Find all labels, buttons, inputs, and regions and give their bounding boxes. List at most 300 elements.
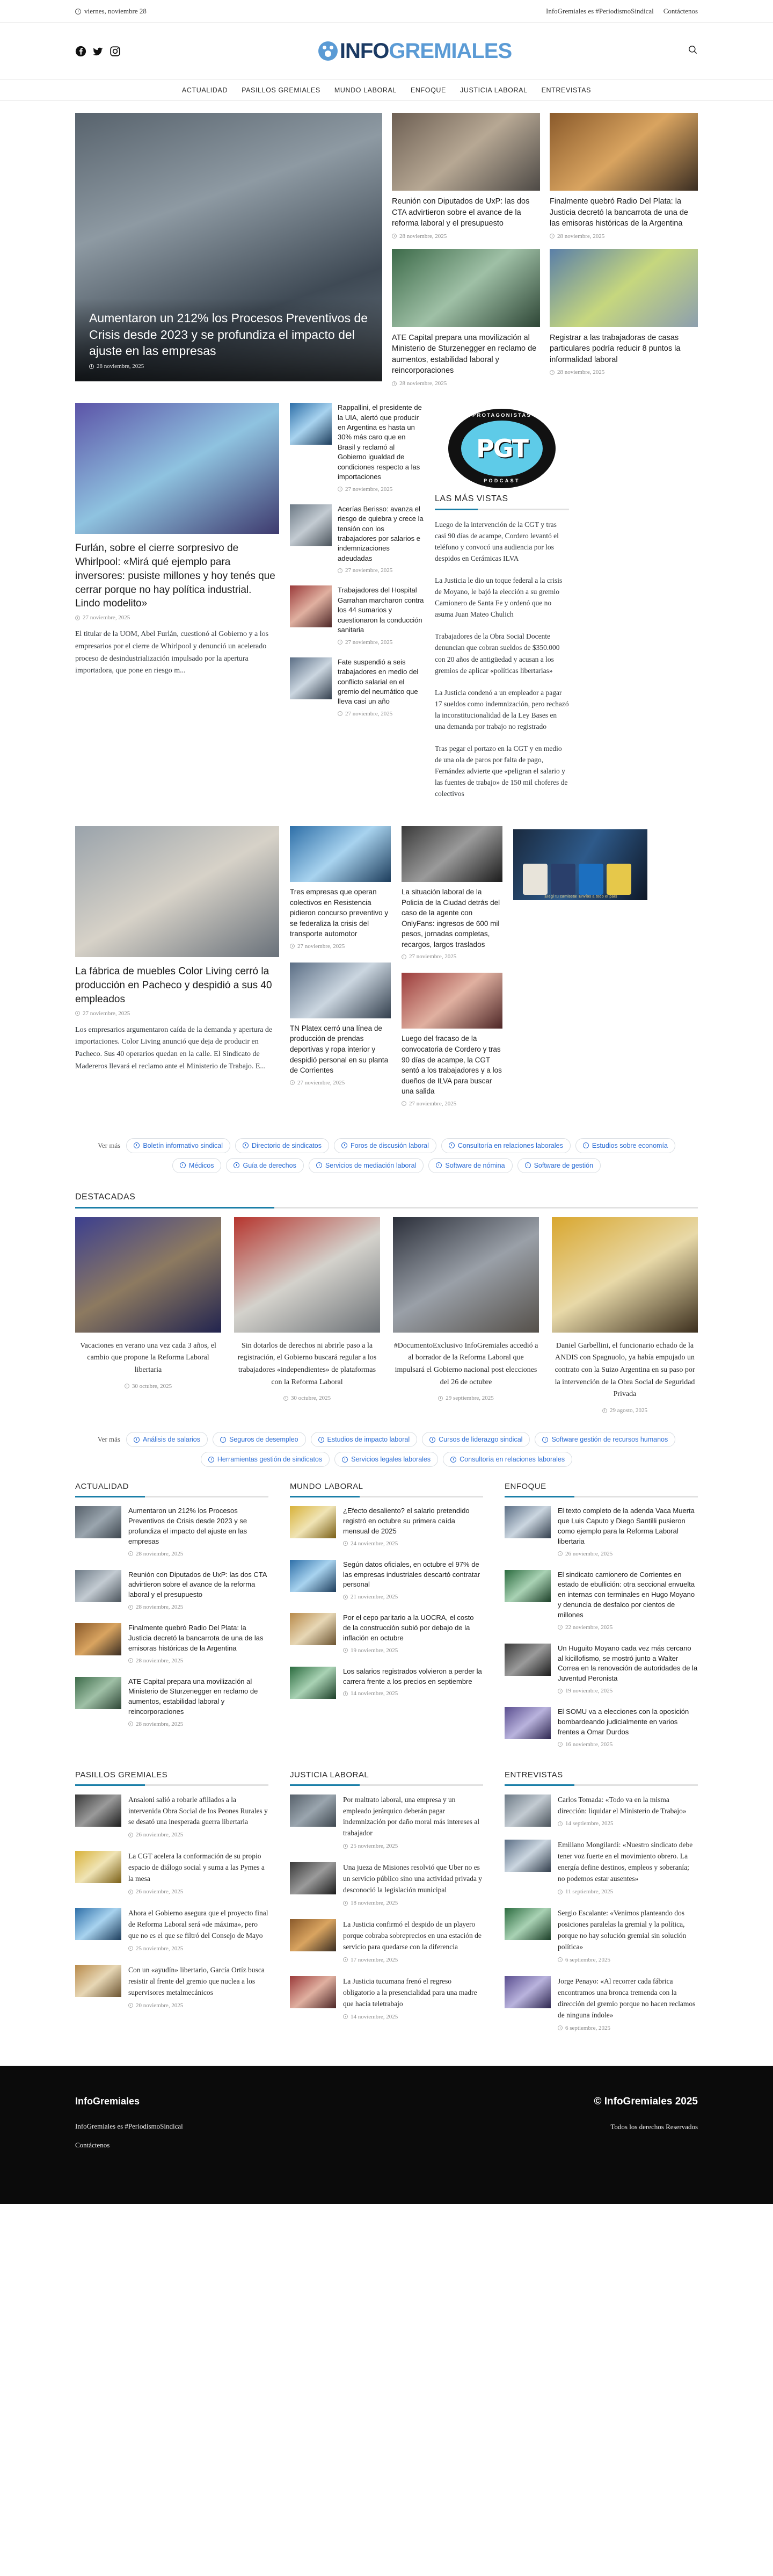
list-item-title: Por maltrato laboral, una empresa y un empleado jerárquico deberán pagar indemnización por daño moral más intereses al trabajador bbox=[343, 1795, 480, 1837]
article-date bbox=[128, 1888, 268, 1895]
tag-label: Análisis de salarios bbox=[142, 1436, 200, 1444]
article-date-text: 30 octubre, 2025 bbox=[290, 1395, 331, 1402]
jersey-2 bbox=[551, 864, 575, 895]
hero-main-title: Aumentaron un 212% los Procesos Preventivos de Crisis desde 2023 y se profundiza el impacto del ajuste en las empresas bbox=[89, 311, 368, 358]
destacadas-grid bbox=[75, 1217, 698, 1414]
tag-chip-3[interactable] bbox=[441, 1138, 571, 1153]
list-item-title: Un Huguito Moyano cada vez más cercano al kicillofismo, se mostró junto a Walter Correa en la renovación de autoridades de la Juventud Peronista bbox=[558, 1644, 698, 1683]
list-item-image bbox=[505, 1840, 551, 1872]
article-date bbox=[550, 233, 698, 240]
clock-icon bbox=[134, 1437, 140, 1443]
clock-icon bbox=[128, 2003, 133, 2008]
nav-item-2[interactable]: MUNDO LABORAL bbox=[334, 86, 397, 94]
article-date-text: 26 noviembre, 2025 bbox=[136, 1888, 184, 1895]
section-rule bbox=[435, 509, 569, 510]
clock-icon bbox=[220, 1437, 226, 1443]
tag-chip-2[interactable] bbox=[334, 1138, 436, 1153]
hero-card-image bbox=[392, 249, 540, 327]
clock-icon bbox=[558, 1742, 563, 1747]
article-date-text: 27 noviembre, 2025 bbox=[345, 639, 393, 646]
hero-card-title: Registrar a las trabajadoras de casas particulares podría reducir 8 puntos la informalidad laboral bbox=[550, 333, 681, 364]
article-date-text: 16 noviembre, 2025 bbox=[565, 1741, 613, 1748]
list-item[interactable] bbox=[402, 826, 502, 960]
list-item-image bbox=[75, 1623, 121, 1655]
list-item-image bbox=[290, 1976, 336, 2008]
list-item[interactable] bbox=[290, 1560, 483, 1601]
feature-excerpt: El titular de la UOM, Abel Furlán, cuestionó al Gobierno y a los empresarios por el cierre de Whirlpool y denunció un acelerado proceso de desindustrialización impulsado por la apertura importadora, que pone en riesgo m... bbox=[75, 630, 269, 675]
clock-icon bbox=[343, 1957, 348, 1962]
clock-icon bbox=[290, 944, 295, 949]
section-rule bbox=[75, 1784, 268, 1786]
article-date-text: 28 noviembre, 2025 bbox=[399, 233, 447, 240]
clock-icon bbox=[342, 1457, 348, 1463]
article-date-text: 14 septiembre, 2025 bbox=[565, 1820, 614, 1827]
hero-card[interactable] bbox=[550, 113, 698, 240]
list-item-title: Tres empresas que operan colectivos en Resistencia pidieron concurso preventivo y se federaliza la crisis del transporte automotor bbox=[290, 888, 389, 938]
feature-date-text: 27 noviembre, 2025 bbox=[83, 1010, 130, 1017]
list-item-image bbox=[505, 1794, 551, 1827]
clock-icon bbox=[402, 1101, 406, 1106]
article-date-text: 26 noviembre, 2025 bbox=[136, 1832, 184, 1839]
most-viewed-item[interactable]: La Justicia le dio un toque federal a la crisis de Moyano, le bajó la elección a su gremio Camionero de Santa Fe y ordenó que no asuma Juan Mateo Chulich bbox=[435, 576, 563, 619]
category-heading: JUSTICIA LABORAL bbox=[290, 1770, 369, 1779]
search-icon[interactable] bbox=[688, 45, 698, 57]
tag-label: Servicios de mediación laboral bbox=[325, 1161, 417, 1169]
tag-chip-0[interactable] bbox=[126, 1432, 208, 1447]
tag-chip-7[interactable] bbox=[443, 1452, 572, 1467]
tag-chip-4[interactable] bbox=[575, 1138, 675, 1153]
tag-label: Seguros de desempleo bbox=[229, 1436, 298, 1444]
article-date bbox=[343, 2014, 483, 2020]
clock-icon bbox=[392, 381, 397, 386]
article-date bbox=[402, 953, 502, 960]
list-item-title: Por el cepo paritario a la UOCRA, el costo de la construcción subió por debajo de la inflación en octubre bbox=[343, 1613, 474, 1642]
twitter-icon[interactable] bbox=[92, 46, 104, 57]
nav-item-1[interactable]: PASILLOS GREMIALES bbox=[242, 86, 320, 94]
list-item[interactable] bbox=[290, 657, 424, 717]
list-item[interactable] bbox=[75, 1908, 268, 1952]
masthead bbox=[0, 23, 773, 80]
tag-chip-6[interactable] bbox=[226, 1158, 303, 1173]
list-item-image bbox=[290, 585, 332, 627]
list-item-title: La situación laboral de la Policía de la Ciudad detrás del caso de la agente con OnlyFans: ingresos de 600 mil pesos, jornadas completas, recargos, largos traslados bbox=[402, 888, 500, 949]
social-links bbox=[75, 46, 121, 57]
footer-contact-link[interactable]: Contáctenos bbox=[75, 2141, 110, 2150]
destacada-image bbox=[393, 1217, 539, 1333]
clock-icon bbox=[125, 1384, 129, 1388]
clock-icon bbox=[316, 1162, 322, 1168]
article-date bbox=[402, 1101, 502, 1107]
list-item-title: Reunión con Diputados de UxP: las dos CTA advirtieron sobre el avance de la reforma laboral y el presupuesto bbox=[128, 1570, 267, 1599]
list-item[interactable] bbox=[290, 585, 424, 645]
destacada-title: Daniel Garbellini, el funcionario echado de la ANDIS con Spagnuolo, ya había empujado un contrato con la Suizo Argentina en su paso por la intervención de la Obra Social de Seguridad Privada bbox=[555, 1341, 695, 1399]
footer-right bbox=[594, 2096, 698, 2159]
hero-card-image bbox=[392, 113, 540, 191]
clock-icon bbox=[558, 2025, 563, 2030]
tag-chip-8[interactable] bbox=[428, 1158, 512, 1173]
clock-icon bbox=[283, 1396, 288, 1401]
hero-card[interactable] bbox=[392, 113, 540, 240]
list-item-title: Rappallini, el presidente de la UIA, alertó que producir en Argentina es hasta un 30% más caro que en Brasil y reclamó al Gobierno igualdad de condiciones respecto a las importaciones bbox=[338, 403, 422, 481]
tag-label: Consultoría en relaciones laborales bbox=[457, 1141, 563, 1149]
article-date-text: 27 noviembre, 2025 bbox=[345, 710, 393, 717]
article-date bbox=[128, 1945, 268, 1952]
article-date-text: 28 noviembre, 2025 bbox=[557, 233, 605, 240]
logo-text-gremiales: GREMIALES bbox=[389, 39, 512, 63]
feature-date bbox=[75, 1010, 279, 1017]
site-logo[interactable] bbox=[318, 40, 512, 62]
clock-icon bbox=[234, 1162, 239, 1168]
tag-label: Estudios de impacto laboral bbox=[327, 1436, 410, 1444]
list-item[interactable] bbox=[75, 1570, 268, 1611]
article-date bbox=[338, 711, 424, 717]
tag-label: Cursos de liderazgo sindical bbox=[439, 1436, 523, 1444]
list-item-title: Con un «ayudín» libertario, García Ortíz busca resistir al frente del gremio que nuclea a los supervisores metalmecánicos bbox=[128, 1965, 265, 1996]
list-item[interactable] bbox=[402, 973, 502, 1106]
category-heading: MUNDO LABORAL bbox=[290, 1482, 363, 1492]
list-item-title: Acerías Berisso: avanza el riesgo de quiebra y crece la tensión con los trabajadores por salarios e indemnizaciones adeudadas bbox=[338, 504, 424, 562]
tag-chip-2[interactable] bbox=[311, 1432, 418, 1447]
list-item[interactable] bbox=[290, 963, 391, 1086]
clock-icon bbox=[558, 1625, 563, 1630]
article-date bbox=[338, 567, 424, 574]
list-item-title: Finalmente quebró Radio Del Plata: la Justicia decretó la bancarrota de una de las emisoras históricas de la Argentina bbox=[128, 1624, 264, 1652]
podcast-top-label: PROTAGONISTAS bbox=[472, 413, 532, 419]
category-column-1 bbox=[290, 1482, 483, 1761]
list-item-title: Jorge Penayo: «Al recorrer cada fábrica encontramos una bronca tremenda con la dirección del gremio porque no hacen reclamos de ninguna índole» bbox=[558, 1977, 696, 2019]
article-date bbox=[558, 2025, 698, 2031]
sidebar-promo bbox=[513, 826, 647, 1120]
destacada-image bbox=[552, 1217, 698, 1333]
feature-article-furlan[interactable] bbox=[75, 403, 279, 810]
article-date bbox=[128, 1721, 268, 1727]
list-item[interactable] bbox=[290, 1976, 483, 2020]
secondary-block bbox=[75, 387, 698, 810]
jersey-3 bbox=[579, 864, 603, 895]
article-date-text: 28 noviembre, 2025 bbox=[136, 1720, 184, 1727]
list-item[interactable] bbox=[505, 1908, 698, 1963]
list-item[interactable] bbox=[290, 1613, 483, 1654]
footer-tagline: InfoGremiales es #PeriodismoSindical bbox=[75, 2122, 183, 2130]
tag-chip-9[interactable] bbox=[517, 1158, 601, 1173]
category-column-2 bbox=[505, 1482, 698, 1761]
destacada-card[interactable] bbox=[552, 1217, 698, 1414]
facebook-icon[interactable] bbox=[75, 46, 86, 57]
section-rule bbox=[290, 1784, 483, 1786]
category-column-2 bbox=[505, 1770, 698, 2044]
article-date bbox=[338, 639, 424, 646]
tag-label: Servicios legales laborales bbox=[351, 1456, 431, 1464]
list-item[interactable] bbox=[505, 1644, 698, 1694]
tag-cloud-label: Ver más bbox=[97, 1435, 120, 1444]
most-viewed-item[interactable]: Trabajadores de la Obra Social Docente denuncian que cobran sueldos de $350.000 con 20 años de antigüedad y acusan a los gremios de aplicar «políticas libertarias» bbox=[435, 632, 560, 675]
article-date-text: 28 noviembre, 2025 bbox=[557, 369, 605, 376]
podcast-logo-text: PGT bbox=[476, 434, 528, 464]
hero-card-grid bbox=[392, 113, 698, 387]
list-item-image bbox=[505, 1644, 551, 1676]
list-item[interactable] bbox=[505, 1840, 698, 1895]
list-item-image bbox=[75, 1677, 121, 1709]
nav-item-3[interactable]: ENFOQUE bbox=[410, 86, 446, 94]
list-item[interactable] bbox=[290, 1506, 483, 1547]
article-date-text: 25 noviembre, 2025 bbox=[136, 1945, 184, 1952]
clock-icon bbox=[338, 487, 342, 491]
clock-icon bbox=[550, 370, 555, 375]
article-date bbox=[392, 380, 540, 387]
list-item[interactable] bbox=[75, 1794, 268, 1839]
clock-icon bbox=[134, 1142, 140, 1148]
list-item[interactable] bbox=[290, 1862, 483, 1906]
tag-label: Médicos bbox=[188, 1161, 214, 1169]
list-item[interactable] bbox=[290, 403, 424, 493]
hero-main-article[interactable] bbox=[75, 113, 382, 381]
podcast-banner[interactable] bbox=[435, 403, 569, 494]
list-item-title: Ansaloni salió a robarle afiliados a la intervenida Obra Social de los Peones Rurales y se desató una inesperada guerra libertaria bbox=[128, 1795, 268, 1826]
list-item-image bbox=[75, 1908, 121, 1940]
destacada-card[interactable] bbox=[393, 1217, 539, 1414]
article-date-text: 14 noviembre, 2025 bbox=[351, 2013, 398, 2020]
section-rule bbox=[75, 1207, 698, 1209]
tag-cloud-2 bbox=[75, 1414, 698, 1472]
clock-icon bbox=[343, 1901, 348, 1906]
tag-label: Boletín informativo sindical bbox=[143, 1141, 223, 1149]
most-viewed-item[interactable]: Tras pegar el portazo en la CGT y en medio de una ola de paros por falta de pago, Fernández advierte que «peligran el salario y las fuentes de trabajo» de 150 mil choferes de colectivos bbox=[435, 744, 568, 798]
list-item[interactable] bbox=[505, 1794, 698, 1827]
clock-icon bbox=[392, 234, 397, 238]
article-date-text: 29 agosto, 2025 bbox=[610, 1407, 647, 1414]
tag-chip-7[interactable] bbox=[309, 1158, 424, 1173]
hero-card[interactable] bbox=[550, 249, 698, 387]
list-item-image bbox=[75, 1570, 121, 1602]
most-viewed-heading: LAS MÁS VISTAS bbox=[435, 494, 508, 504]
tag-label: Herramientas gestión de sindicatos bbox=[217, 1456, 323, 1464]
list-item-image bbox=[75, 1851, 121, 1883]
section-rule bbox=[505, 1496, 698, 1497]
most-viewed-item[interactable]: La Justicia condenó a un empleador a pagar 17 sueldos como indemnización, pero rechazó la inconstitucionalidad de la Ley Bases en una demanda por trabajo no registrado bbox=[435, 688, 569, 730]
clock-icon bbox=[343, 1595, 348, 1600]
clock-icon bbox=[550, 234, 555, 238]
tag-cloud-label: Ver más bbox=[98, 1141, 121, 1149]
nav-item-4[interactable]: JUSTICIA LABORAL bbox=[460, 86, 528, 94]
article-date-text: 27 noviembre, 2025 bbox=[345, 486, 393, 493]
feature-title: La fábrica de muebles Color Living cerró la producción en Pacheco y despidió a sus 40 empleados bbox=[75, 966, 272, 1005]
clock-icon bbox=[128, 1605, 133, 1610]
nav-item-0[interactable]: ACTUALIDAD bbox=[181, 86, 228, 94]
tagline-link[interactable]: InfoGremiales es #PeriodismoSindical bbox=[545, 7, 654, 15]
list-item[interactable] bbox=[75, 1623, 268, 1664]
article-date-text: 6 septiembre, 2025 bbox=[565, 1956, 611, 1963]
list-item-title: El sindicato camionero de Corrientes en estado de ebullición: otra seccional envuelta en internas con terminales en Hugo Moyano y denuncia de desfalco por cientos de millones bbox=[558, 1570, 695, 1619]
tag-chip-0[interactable] bbox=[126, 1138, 230, 1153]
list-item-title: Según datos oficiales, en octubre el 97% de las empresas industriales descartó contratar personal bbox=[343, 1560, 480, 1589]
tag-chip-3[interactable] bbox=[422, 1432, 530, 1447]
list-item[interactable] bbox=[505, 1570, 698, 1631]
clock-icon bbox=[75, 9, 81, 15]
clock-icon bbox=[558, 1551, 563, 1556]
list-item[interactable] bbox=[290, 1919, 483, 1963]
list-item[interactable] bbox=[290, 1794, 483, 1850]
article-date-text: 28 noviembre, 2025 bbox=[136, 1657, 184, 1664]
list-item[interactable] bbox=[505, 1976, 698, 2031]
article-date bbox=[558, 1957, 698, 1963]
list-item-image bbox=[290, 1506, 336, 1538]
list-item-image bbox=[290, 657, 332, 699]
article-date bbox=[128, 1832, 268, 1838]
clock-icon bbox=[128, 1946, 133, 1951]
feature-article-color-living[interactable] bbox=[75, 826, 279, 1120]
article-date bbox=[128, 1551, 268, 1557]
tag-chip-1[interactable] bbox=[235, 1138, 329, 1153]
nav-item-5[interactable]: ENTREVISTAS bbox=[541, 86, 592, 94]
list-item[interactable] bbox=[75, 1677, 268, 1727]
tag-chip-1[interactable] bbox=[213, 1432, 306, 1447]
section-rule bbox=[290, 1496, 483, 1497]
list-item-image bbox=[290, 1919, 336, 1951]
article-date bbox=[343, 1540, 483, 1547]
hero-section bbox=[75, 101, 698, 387]
article-date bbox=[128, 2002, 268, 2009]
hero-card-image bbox=[550, 113, 698, 191]
current-date bbox=[75, 7, 147, 16]
article-date bbox=[558, 1688, 698, 1694]
tag-chip-6[interactable] bbox=[334, 1452, 438, 1467]
contact-link[interactable]: Contáctenos bbox=[663, 7, 698, 15]
list-item-image bbox=[290, 1613, 336, 1645]
clock-icon bbox=[558, 1890, 563, 1894]
list-item[interactable] bbox=[290, 1667, 483, 1699]
feature-date bbox=[75, 614, 279, 621]
article-date bbox=[343, 1690, 483, 1697]
site-footer bbox=[0, 2066, 773, 2204]
list-item-image bbox=[290, 1667, 336, 1699]
article-date bbox=[558, 1820, 698, 1827]
clock-icon bbox=[583, 1142, 589, 1148]
destacada-title: Vacaciones en verano una vez cada 3 años, el cambio que propone la Reforma Laboral libertaria bbox=[80, 1341, 216, 1374]
article-date bbox=[558, 1551, 698, 1557]
article-date-text: 24 noviembre, 2025 bbox=[351, 1540, 398, 1547]
clock-icon bbox=[290, 1080, 295, 1085]
jersey-4 bbox=[607, 864, 631, 895]
article-date bbox=[290, 1080, 391, 1086]
list-item-title: Los salarios registrados volvieron a perder la carrera frente a los precios en septiembre bbox=[343, 1667, 482, 1685]
list-item-title: El texto completo de la adenda Vaca Muerta que Luis Caputo y Diego Santilli pusieron como ejemplo para la Reforma Laboral libertaria bbox=[558, 1507, 695, 1545]
article-date-text: 27 noviembre, 2025 bbox=[345, 567, 393, 574]
clock-icon bbox=[75, 616, 80, 620]
article-date-text: 17 noviembre, 2025 bbox=[351, 1956, 398, 1963]
clock-icon bbox=[343, 2014, 348, 2019]
feature-title: Furlán, sobre el cierre sorpresivo de Whirlpool: «Mirá qué ejemplo para inversores: pusiste millones y hoy tenés que cerrar porque no hay política industrial. Lindo modelito» bbox=[75, 542, 275, 610]
article-date bbox=[558, 1888, 698, 1895]
category-column-0 bbox=[75, 1770, 268, 2044]
list-item[interactable] bbox=[290, 504, 424, 574]
article-date-text: 28 noviembre, 2025 bbox=[399, 380, 447, 387]
article-date bbox=[290, 943, 391, 950]
clock-icon bbox=[89, 364, 94, 369]
feature-excerpt: Los empresarios argumentaron caída de la demanda y apertura de importaciones. Color Living anunció que deja de producir en Pacheco. Sus 40 operarios quedan en la calle. El Sindicato de Madereros llevará el reclamo ante el Ministerio de Trabajo. E... bbox=[75, 1025, 273, 1070]
tertiary-list-b bbox=[402, 826, 502, 1120]
list-item-title: Trabajadores del Hospital Garrahan marcharon contra los 44 sumarios y cuestionaron la conducción sanitaria bbox=[338, 586, 424, 634]
list-item-image bbox=[75, 1794, 121, 1827]
hero-card-image bbox=[550, 249, 698, 327]
promo-banner[interactable] bbox=[513, 829, 647, 900]
article-date-text: 27 noviembre, 2025 bbox=[297, 1079, 345, 1086]
article-date bbox=[343, 1900, 483, 1906]
destacadas-heading: DESTACADAS bbox=[75, 1192, 136, 1202]
hero-card[interactable] bbox=[392, 249, 540, 387]
list-item-image bbox=[290, 1794, 336, 1827]
destacada-image bbox=[234, 1217, 380, 1333]
mid-category-columns bbox=[75, 1472, 698, 1761]
list-item[interactable] bbox=[505, 1506, 698, 1557]
list-item[interactable] bbox=[75, 1965, 268, 2009]
list-item[interactable] bbox=[290, 826, 391, 950]
footer-copyright: © InfoGremiales 2025 bbox=[594, 2095, 698, 2107]
list-item-image bbox=[290, 963, 391, 1018]
sidebar bbox=[435, 403, 569, 810]
list-item-image bbox=[290, 504, 332, 546]
article-date bbox=[558, 1741, 698, 1748]
list-item[interactable] bbox=[75, 1851, 268, 1895]
secondary-article-list bbox=[290, 403, 424, 810]
article-date-text: 27 noviembre, 2025 bbox=[297, 943, 345, 950]
hero-card-title: ATE Capital prepara una movilización al Ministerio de Sturzenegger en reclamo de aumentos, estabilidad laboral y reincorporaciones bbox=[392, 333, 537, 375]
list-item-title: Luego del fracaso de la convocatoria de Cordero y tras 90 días de acampe, la CGT sentó a los trabajadores y a los dueños de ILVA para buscar una salida bbox=[402, 1034, 502, 1096]
most-viewed-list bbox=[435, 519, 569, 799]
article-date-text: 27 noviembre, 2025 bbox=[409, 953, 457, 960]
list-item-image bbox=[75, 1506, 121, 1538]
list-item-title: Sergio Escalante: «Venimos planteando dos posiciones paralelas la gremial y la política, porque no hay solución gremial sin solución política» bbox=[558, 1909, 687, 1951]
footer-left bbox=[75, 2096, 183, 2159]
article-date-text: 26 noviembre, 2025 bbox=[565, 1550, 613, 1557]
article-date bbox=[128, 1604, 268, 1610]
tag-label: Estudios sobre economía bbox=[592, 1141, 668, 1149]
article-date bbox=[552, 1407, 698, 1414]
clock-icon bbox=[602, 1408, 607, 1413]
clock-icon bbox=[542, 1437, 548, 1443]
list-item[interactable] bbox=[505, 1707, 698, 1748]
category-heading: ENTREVISTAS bbox=[505, 1770, 563, 1779]
most-viewed-item[interactable]: Luego de la intervención de la CGT y tras casi 90 días de acampe, Cordero levantó el teléfono y convocó una audiencia por los despidos en Cerámicas ILVA bbox=[435, 520, 559, 563]
tag-chip-5[interactable] bbox=[172, 1158, 222, 1173]
clock-icon bbox=[429, 1437, 435, 1443]
tag-chip-5[interactable] bbox=[201, 1452, 330, 1467]
clock-icon bbox=[243, 1142, 249, 1148]
clock-icon bbox=[343, 1541, 348, 1546]
list-item-image bbox=[290, 1862, 336, 1894]
clock-icon bbox=[338, 568, 342, 573]
instagram-icon[interactable] bbox=[110, 46, 121, 57]
clock-icon bbox=[558, 1821, 563, 1826]
list-item-title: El SOMU va a elecciones con la oposición bombardeando judicialmente en varios frentes a Omar Durdos bbox=[558, 1707, 689, 1736]
list-item[interactable] bbox=[75, 1506, 268, 1557]
article-date bbox=[128, 1658, 268, 1664]
promo-text: ¡Elegí tu camiseta! Envíos a todo el país bbox=[543, 895, 617, 899]
destacada-card[interactable] bbox=[234, 1217, 380, 1414]
list-item-image bbox=[505, 1976, 551, 2008]
article-date-text: 18 noviembre, 2025 bbox=[351, 1900, 398, 1907]
article-date-text: 28 noviembre, 2025 bbox=[136, 1604, 184, 1611]
tag-chip-4[interactable] bbox=[535, 1432, 675, 1447]
clock-icon bbox=[558, 1689, 563, 1694]
clock-icon bbox=[128, 1721, 133, 1726]
destacada-card[interactable] bbox=[75, 1217, 221, 1414]
list-item-image bbox=[505, 1908, 551, 1940]
clock-icon bbox=[436, 1162, 442, 1168]
clock-icon bbox=[318, 1437, 324, 1443]
logo-mark-icon bbox=[318, 41, 338, 61]
clock-icon bbox=[343, 1648, 348, 1653]
footer-brand: InfoGremiales bbox=[75, 2095, 140, 2107]
